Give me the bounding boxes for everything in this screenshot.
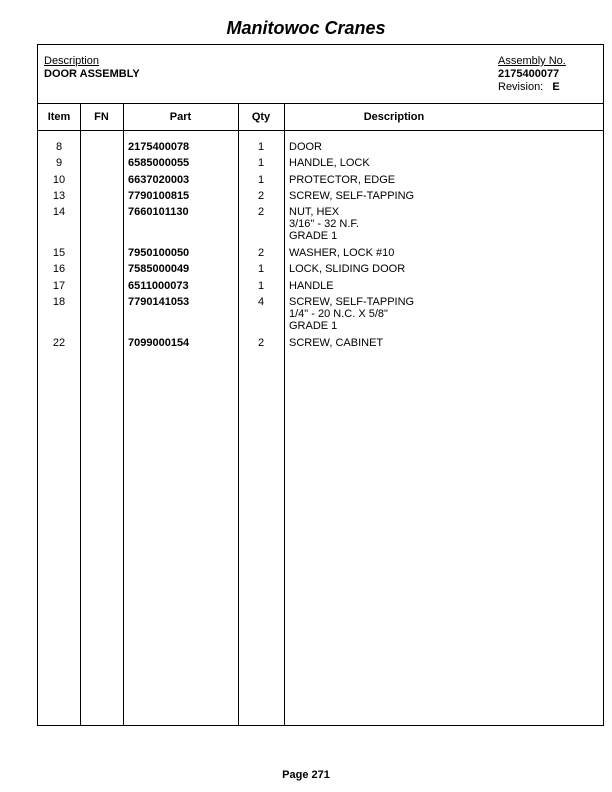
- column-divider: [123, 104, 124, 725]
- item-cell: 15: [52, 247, 66, 259]
- assembly-number: 2175400077: [498, 68, 560, 80]
- col-qty: Qty: [251, 111, 271, 123]
- qty-cell: 1: [257, 141, 265, 153]
- description-cell: HANDLE, LOCK: [289, 157, 370, 169]
- part-cell: 6585000055: [128, 157, 190, 169]
- item-cell: 13: [52, 190, 66, 202]
- col-description: Description: [363, 111, 425, 123]
- part-cell: 7950100050: [128, 247, 190, 259]
- part-cell: 7585000049: [128, 263, 190, 275]
- qty-cell: 2: [257, 337, 265, 349]
- item-cell: 22: [52, 337, 66, 349]
- description-cell: SCREW, SELF-TAPPING: [289, 190, 415, 202]
- description-cell: LOCK, SLIDING DOOR: [289, 263, 406, 275]
- qty-cell: 1: [257, 157, 265, 169]
- item-cell: 18: [52, 296, 66, 308]
- item-cell: 8: [55, 141, 63, 153]
- part-cell: 7660101130: [128, 206, 189, 218]
- column-divider: [80, 104, 81, 725]
- qty-cell: 2: [257, 206, 265, 218]
- page-number: Page 271: [282, 769, 330, 781]
- qty-cell: 2: [257, 247, 265, 259]
- description-cell: WASHER, LOCK #10: [289, 247, 395, 259]
- qty-cell: 2: [257, 190, 265, 202]
- revision: [498, 81, 566, 94]
- assembly-label: Assembly No.: [498, 55, 566, 67]
- description-cell: SCREW, CABINET: [289, 337, 384, 349]
- col-item: Item: [47, 111, 71, 123]
- qty-cell: 4: [257, 296, 265, 308]
- col-fn: FN: [94, 111, 109, 123]
- description-cell: HANDLE: [289, 280, 334, 292]
- column-divider: [284, 104, 285, 725]
- col-part: Part: [169, 111, 192, 123]
- description-label: Description: [44, 55, 100, 67]
- page-title: Manitowoc Cranes: [226, 18, 386, 38]
- item-cell: 9: [55, 157, 63, 169]
- item-cell: 16: [52, 263, 66, 275]
- revision-value: E: [552, 81, 560, 93]
- revision-label: Revision:: [498, 81, 544, 93]
- description-cell: NUT, HEX 3/16" - 32 N.F. GRADE 1: [289, 206, 359, 242]
- item-cell: 17: [52, 280, 66, 292]
- item-cell: 10: [52, 174, 66, 186]
- part-cell: 7790100815: [128, 190, 190, 202]
- part-cell: 6511000073: [128, 280, 189, 292]
- part-cell: 7790141053: [128, 296, 190, 308]
- qty-cell: 1: [257, 280, 265, 292]
- part-cell: 2175400078: [128, 141, 190, 153]
- qty-cell: 1: [257, 174, 265, 186]
- description-value: DOOR ASSEMBLY: [44, 68, 140, 80]
- assembly-header: [38, 45, 603, 104]
- parts-table: [37, 44, 604, 726]
- part-cell: 6637020003: [128, 174, 190, 186]
- description-cell: SCREW, SELF-TAPPING 1/4" - 20 N.C. X 5/8" GRADE 1: [289, 296, 415, 332]
- description-cell: PROTECTOR, EDGE: [289, 174, 396, 186]
- qty-cell: 1: [257, 263, 265, 275]
- part-cell: 7099000154: [128, 337, 190, 349]
- item-cell: 14: [52, 206, 66, 218]
- description-cell: DOOR: [289, 141, 322, 153]
